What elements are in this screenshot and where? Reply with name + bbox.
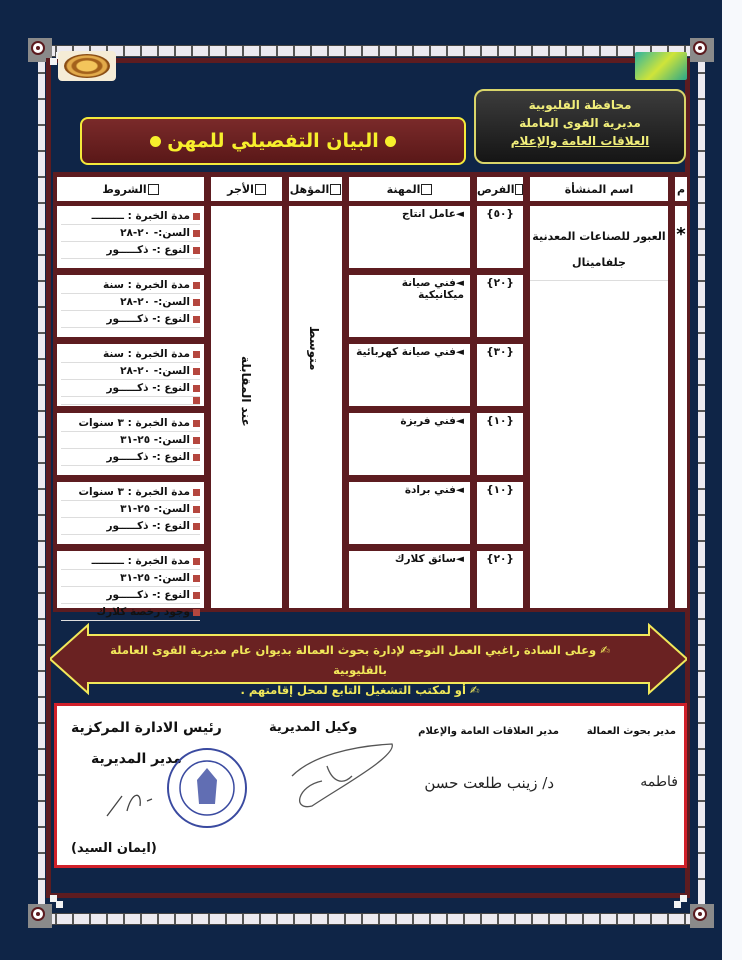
directorate-logo xyxy=(635,52,687,80)
vacancies-count: {٣٠} xyxy=(486,346,514,358)
conditions-cell xyxy=(57,275,204,337)
vacancies-cell xyxy=(477,413,523,475)
central-admin-title: رئيس الادارة المركزية xyxy=(71,720,222,736)
bullet-icon xyxy=(193,213,200,220)
vacancies-cell xyxy=(477,551,523,608)
notice-line2: ✍ أو لمكتب التشغيل التابع لمحل إقامتهم . xyxy=(240,683,480,697)
vacancies-count: {١٠} xyxy=(486,484,514,496)
profession-cell xyxy=(349,275,470,337)
checkbox-icon xyxy=(330,184,341,195)
profession-cell xyxy=(349,413,470,475)
column-header-company: اسم المنشأة xyxy=(530,177,668,201)
frame-top-rail xyxy=(40,45,700,57)
bullet-dot-icon xyxy=(150,136,161,147)
checkbox-icon xyxy=(515,184,523,195)
deputy-signature xyxy=(282,736,402,811)
condition-line: النوع :- ذكـــــور xyxy=(61,587,200,604)
director-signature xyxy=(102,781,162,821)
condition-line: النوع :- ذكـــــور xyxy=(61,380,200,397)
corner-ornament xyxy=(28,904,52,928)
bullet-dot-icon xyxy=(385,136,396,147)
condition-line: النوع :- ذكـــــور xyxy=(61,518,200,535)
condition-line: السن:- ٢٥-٣١ xyxy=(61,501,200,518)
bullet-icon xyxy=(193,385,200,392)
labor-research-signature: فاطمه xyxy=(640,774,678,790)
page-edge xyxy=(722,0,742,960)
checkbox-icon xyxy=(148,184,159,195)
profession-name: فني فريزة xyxy=(400,415,456,427)
profession-name: سائق كلارك xyxy=(394,553,456,565)
org-line-department: العلاقات العامة والإعلام xyxy=(510,134,650,148)
conditions-cell xyxy=(57,482,204,544)
column-header-conditions: الشروط xyxy=(57,177,204,201)
company-cell xyxy=(530,206,668,608)
vacancies-cell xyxy=(477,344,523,406)
index-marker: * xyxy=(676,224,686,245)
vacancies-count: {٥٠} xyxy=(486,208,514,220)
vacancies-cell xyxy=(477,482,523,544)
index-cell xyxy=(675,206,687,608)
bullet-icon xyxy=(193,489,200,496)
condition-line: مدة الخبرة : سنة xyxy=(61,277,200,294)
profession-cell xyxy=(349,551,470,608)
frame-right-rail xyxy=(698,48,705,913)
bullet-icon xyxy=(193,368,200,375)
vacancies-count: {٢٠} xyxy=(486,553,514,565)
organization-box xyxy=(474,89,686,164)
condition-line: النوع :- ذكـــــور xyxy=(61,449,200,466)
director-title: مدير المديرية xyxy=(91,751,182,767)
company-name-line2: جلفاميتال xyxy=(572,256,626,269)
bullet-icon xyxy=(193,575,200,582)
bullet-icon xyxy=(193,592,200,599)
bullet-icon xyxy=(193,316,200,323)
bullet-icon xyxy=(193,282,200,289)
profession-name: عامل انتاج xyxy=(401,208,456,220)
bullet-icon xyxy=(193,351,200,358)
profession-name: فني برادة xyxy=(404,484,456,496)
qualification-cell xyxy=(289,206,342,608)
bullet-icon xyxy=(193,247,200,254)
condition-line: النوع :- ذكـــــور xyxy=(61,311,200,328)
arrow-left-icon: ◄ xyxy=(455,415,464,427)
vacancies-count: {١٠} xyxy=(486,415,514,427)
labor-research-title: مدير بحوث العمالة xyxy=(586,726,676,737)
checkbox-icon xyxy=(255,184,266,195)
org-line-governorate: محافظة القليوبية xyxy=(528,98,632,112)
org-line-directorate: مديرية القوى العاملة xyxy=(519,116,641,130)
company-name-line1: العبور للصناعات المعدنية xyxy=(532,230,666,243)
corner-ornament xyxy=(690,904,714,928)
bullet-icon xyxy=(193,230,200,237)
vacancies-cell xyxy=(477,206,523,268)
bullet-icon xyxy=(193,299,200,306)
condition-line: وجود رخصة كلارك xyxy=(61,604,200,621)
condition-line: السن:- ٢٠-٢٨ xyxy=(61,363,200,380)
column-header-profession: المهنة xyxy=(349,177,470,201)
vacancies-count: {٢٠} xyxy=(486,277,514,289)
bullet-icon xyxy=(193,558,200,565)
corner-ornament xyxy=(690,38,714,62)
condition-line: السن:- ٢٠-٢٨ xyxy=(61,294,200,311)
signatures-section xyxy=(54,703,687,868)
official-seal-icon xyxy=(165,746,250,831)
condition-line: مدة الخبرة : سنة xyxy=(61,346,200,363)
jobs-table xyxy=(53,172,689,618)
frame-left-rail xyxy=(38,48,45,913)
profession-name: فني صيانة كهربائية xyxy=(356,346,456,358)
arrow-left-icon: ◄ xyxy=(455,346,464,358)
bullet-icon xyxy=(193,397,200,404)
profession-cell xyxy=(349,344,470,406)
column-header-vacancies: الفرص xyxy=(477,177,523,201)
column-header-index: م xyxy=(675,177,687,201)
conditions-cell xyxy=(57,551,204,618)
qualification-value: متوسط xyxy=(307,326,321,371)
bullet-icon xyxy=(193,420,200,427)
bullet-icon xyxy=(193,437,200,444)
checkbox-icon xyxy=(421,184,432,195)
pen-icon: ✍ xyxy=(465,683,480,697)
conditions-cell xyxy=(57,206,204,268)
column-header-wage: الأجر xyxy=(211,177,282,201)
profession-name: فني صيانة ميكانيكية xyxy=(401,277,464,301)
condition-line: مدة الخبرة : ٣ سنوات xyxy=(61,484,200,501)
frame-bottom-rail xyxy=(40,913,700,925)
column-header-qualification: المؤهل xyxy=(289,177,342,201)
director-name: (ايمان السيد) xyxy=(71,841,157,856)
condition-line xyxy=(61,397,200,405)
condition-line: مدة الخبرة : ٣ سنوات xyxy=(61,415,200,432)
condition-line: مدة الخبرة : ـــــــــ xyxy=(61,553,200,570)
condition-line: مدة الخبرة : ـــــــــ xyxy=(61,208,200,225)
profession-cell xyxy=(349,482,470,544)
notice-line1: ✍ وعلى السادة راغبي العمل التوجه لإدارة بحوث العمالة بديوان عام مديرية القوى العاملة بالقليوبية xyxy=(110,643,610,677)
conditions-cell xyxy=(57,344,204,406)
page-title xyxy=(80,117,466,165)
pen-icon: ✍ xyxy=(596,643,610,657)
conditions-cell xyxy=(57,413,204,475)
ministry-logo xyxy=(58,51,116,81)
arrow-left-icon: ◄ xyxy=(455,277,464,289)
bullet-icon xyxy=(193,506,200,513)
wage-cell xyxy=(211,206,282,608)
bullet-icon xyxy=(193,523,200,530)
deputy-title: وكيل المديرية xyxy=(269,720,358,735)
bullet-icon xyxy=(193,454,200,461)
condition-line: النوع :- ذكـــــور xyxy=(61,242,200,259)
profession-cell xyxy=(349,206,470,268)
vacancies-cell xyxy=(477,275,523,337)
arrow-left-icon: ◄ xyxy=(455,484,464,496)
page-title-text: البيان التفصيلي للمهن xyxy=(167,130,379,152)
condition-line: السن:- ٢٥-٣١ xyxy=(61,432,200,449)
condition-line: السن:- ٢٠-٢٨ xyxy=(61,225,200,242)
notice-text xyxy=(95,640,625,700)
arrow-left-icon: ◄ xyxy=(455,553,464,565)
arrow-left-icon: ◄ xyxy=(455,208,464,220)
condition-line: السن:- ٢٥-٣١ xyxy=(61,570,200,587)
wage-value: عند المقابلة xyxy=(239,356,253,427)
pr-manager-title: مدير العلاقات العامة والإعلام xyxy=(418,726,559,737)
bullet-icon xyxy=(193,609,200,616)
pr-manager-signature: د/ زينب طلعت حسن xyxy=(424,774,554,792)
